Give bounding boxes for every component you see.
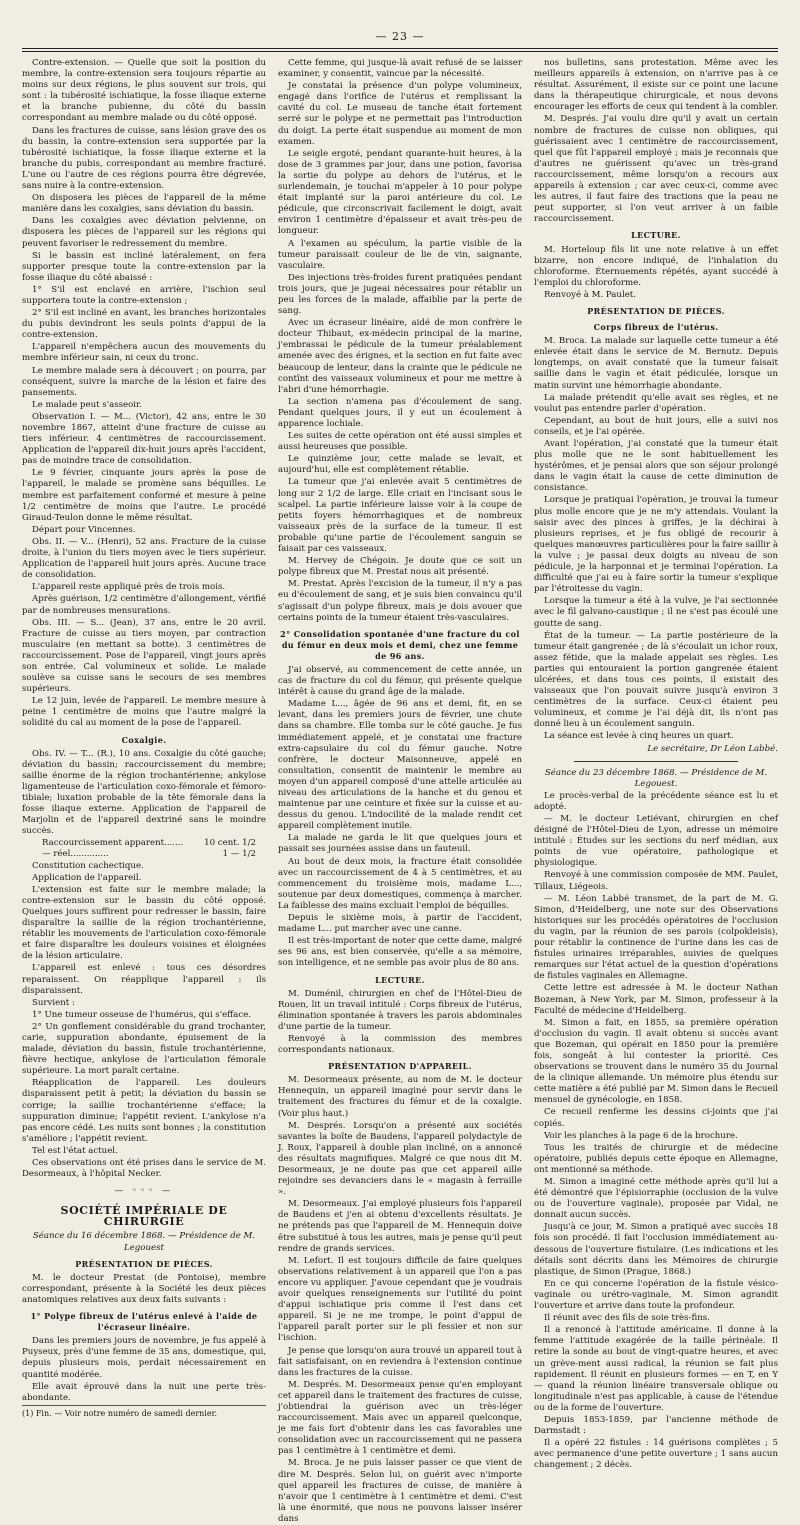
top-rule (22, 48, 778, 49)
paragraph: nos bulletins, sans protestation. Même avec les meilleurs appareils à extension, on n'arrive pas à ce résultat. Assurément, il existe sur ce point une lacune dans la thérapeutique chirurgicale, et nous devons encourager les efforts de ceux qui tendent à la combler. (534, 58, 778, 113)
heading-polype: 1° Polype fibreux de l'utérus enlevé à l'aide de l'écraseur linéaire. (30, 1311, 258, 1333)
heading-lecture-1: LECTURE. (375, 974, 425, 985)
col2-paragraphs-2 (278, 665, 522, 970)
paragraph: Je constatai la présence d'un polype volumineux, engagé dans l'orifice de l'utérus et remplissant la cavité du col. Le museau de tanche était fortement serré sur le polype et ne permettait pas l'introduction du doigt. La perte était suspendue au moment de mon examen. (278, 81, 522, 147)
heading-corps-fibreux: Corps fibreux de l'utérus. (593, 322, 719, 333)
paragraph: M. Duménil, chirurgien en chef de l'Hôtel-Dieu de Rouen, lit un travail intitulé : Corps fibreux de l'utérus, élimination spontanée à travers les parois abdominales d'une partie de la tumeur. (278, 988, 522, 1032)
paragraph: Renvoyé à une commission composée de MM. Paulet, Tillaux, Liégeois. (534, 870, 778, 892)
paragraph: La section n'amena pas d'écoulement de sang. Pendant quelques jours, il y eut un écoulement à apparence lochiale. (278, 396, 522, 429)
paragraph: Contre-extension. — Quelle que soit la position du membre, la contre-extension sera toujours répartie au moins sur deux régions, le plus souvent sur trois, qui sont : la tubérosité ischiatique, la fosse iliaque externe et la branche pubienne, du côté du bassin correspondant au membre malade ou du côté opposé. (22, 58, 266, 124)
paragraph: Obs. IV. — T... (R.), 10 ans. Coxalgie du côté gauche; déviation du bassin; raccourcissement du membre; saillie énorme de la région trochantérienne; ankylose ligamenteuse de l'articulation coxo-fémorale et fémoro-tibiale; luxation probable de la tête fémorale dans la fosse iliaque externe. Application de l'appareil de Marjolin et de l'appareil dextriné sans le moindre succès. (22, 748, 266, 837)
paragraph: Le quinzième jour, cette malade se levait, et aujourd'hui, elle est complètement rétablie. (278, 454, 522, 476)
paragraph: La malade ne garda le lit que quelques jours et passait ses journées assise dans un fauteuil. (278, 833, 522, 855)
paragraph: M. le docteur Prestat (de Pontoise), membre correspondant, présente à la Société les deux pièces anatomiques relatives aux deux faits suivants : (22, 1272, 266, 1305)
heading-coxalgie: Coxalgie. (121, 734, 167, 745)
col2-paragraphs (278, 58, 522, 624)
paragraph: Application de l'appareil. (32, 872, 142, 883)
paragraph: A l'examen au spéculum, la partie visible de la tumeur paraissait couleur de lie de vin, saignante, vasculaire. (278, 238, 522, 271)
paragraph: Madame L..., âgée de 96 ans et demi, fit, en se levant, dans les premiers jours de février, une chute dans sa chambre. Elle tomba sur le côté gauche. Je fus immédiatement appelé, et je constatai une fracture extra-capsulaire du col du fémur gauche. Notre confrère, le docteur Maisonneuve, appelé en consultation, consentit de maintenir le membre au moyen d'un appareil composé d'une attelle articulée au niveau des articulations de la hanche et du genou et maintenue par une ceinture et fixée sur la cuisse et au-dessus du genou. L'indocilité de la malade rendit cet appareil complètement inutile. (278, 699, 522, 832)
paragraph: Obs. II. — V... (Henri), 52 ans. Fracture de la cuisse droite, à l'union du tiers moyen avec le tiers supérieur. Application de l'appareil huit jours après. Aucune trace de consolidation. (22, 536, 266, 581)
paragraph: M. Broca. La malade sur laquelle cette tumeur a été enlevée était dans le service de M. Bernutz. Depuis longtemps, on avait constaté que la tumeur faisait saillie dans le vagin et était pédiculée, lorsque un matin survint une hémorrhagie abondante. (534, 336, 778, 391)
paragraph: La tumeur que j'ai enlevée avait 5 centimètres de long sur 2 1/2 de large. Elle criait en l'incisant sous le scalpel. La partie inférieure laisse voir à la coupe de petits foyers hémorrhagiques et de nombreux vaisseaux près de la surface de la tumeur. Il est probable qu'une partie de l'écoulement sanguin se faisait par ces vaisseaux. (278, 477, 522, 555)
paragraph: Obs. III. — S... (Jean), 37 ans, entre le 20 avril. Fracture de cuisse au tiers moyen, par contraction musculaire (en mettant sa botte). 3 centimètres de raccourcissement. Pose de l'appareil, vingt jours après son entrée. Cal volumineux et solide. Le malade soulève sa cuisse sans le secours de ses membres supérieurs. (22, 617, 266, 695)
seance-heading-1: Séance du 16 décembre 1868. — Présidence de M. Legouest (32, 1231, 256, 1253)
paragraph: La séance est levée à cinq heures un quart. (544, 731, 734, 742)
ornament-separator: — ◦◦◦ — (114, 1186, 174, 1197)
paragraph: Tous les traités de chirurgie et de médecine opératoire, publiés depuis cette époque en Allemagne, ont mentionné sa méthode. (534, 1142, 778, 1175)
paragraph: 1° S'il est enclavé en arrière, l'ischion seul supportera toute la contre-extension ; (22, 284, 266, 306)
paragraph: J'ai observé, au commencement de cette année, un cas de fracture du col du fémur, qui présente quelque intérêt à cause du grand âge de la malade. (278, 664, 522, 698)
paragraph: Voir les planches à la page 6 de la brochure. (544, 1130, 738, 1141)
paragraph: M. Després. M. Desormeaux pense qu'en employant cet appareil dans le traitement des fractures de cuisse, j'obtiendrai la guérison avec un très-léger raccourcissement. Mais avec un appareil quelconque, je me fais fort d'obtenir dans les cas favorables une consolidation avec un raccourcissement qui ne passera pas 1 centimètre à 1 centimètre et demi. (278, 1379, 522, 1457)
col3-paragraphs-2 (534, 245, 778, 301)
paragraph: L'appareil reste appliqué près de trois mois. (32, 582, 226, 593)
paragraph: On disposera les pièces de l'appareil de la même manière dans les coxalgies, sans déviation du bassin. (22, 193, 266, 215)
paragraph: Depuis le sixième mois, à partir de l'accident, madame L... put marcher avec une canne. (278, 913, 522, 935)
paragraph: 2° S'il est incliné en avant, les branches horizontales du pubis devindront les seuls points d'appui de la contre-extension. (22, 308, 266, 341)
col1-paragraphs (22, 58, 266, 730)
divider (574, 761, 738, 762)
paragraph: L'extension est faite sur le membre malade; la contre-extension sur le bassin du côté opposé. Quelques jours suffirent pour redresser le bassin, faire disparaître la saillie de la région trochantérienne, rétablir les mouvements de l'articulation coxo-fémorale et faire disparaître les douleurs voisines et éloignées de la lésion articulaire. (22, 884, 266, 962)
paragraph: Le 12 juin, levée de l'appareil. Le membre mesure à peine 1 centimètre de moins que l'autre malgré la solidité du cal au moment de la pose de l'appareil. (22, 696, 266, 729)
column-1 (22, 58, 266, 1418)
paragraph: Tel est l'état actuel. (32, 1145, 118, 1156)
measure-row-1 (22, 838, 266, 849)
heading-lecture-2: LECTURE. (631, 230, 681, 241)
paragraph: Le seigle ergoté, pendant quarante-huit heures, à la dose de 3 grammes par jour, dans une potion, favorisa la sortie du polype au dehors de l'utérus, et le surlendemain, je touchai m'appeler à 10 pour polype était implanté sur la paroi antérieure du col. Le pédicule, que circonscrivait facilement le doigt, avait environ 1 centimètre d'épaisseur et avait très-peu de longueur. (278, 148, 522, 237)
paragraph: — M. Léon Labbé transmet, de la part de M. G. Simon, d'Heidelberg, une note sur des Observations historiques sur les procédés opératoires de l'occlusion du vagin, par la réunion de ses parois (colpokleisis), pour rétablir la continence de l'urine dans les cas de fistules urinaires irréparables, suivies de quelques remarques sur l'état actuel de la question d'opérations de fistules vaginales en Allemagne. (534, 893, 778, 982)
secretary-signature: Le secrétaire, Dr Léon Labbé. (647, 743, 778, 754)
measure-label-1: Raccourcissement apparent....... (42, 838, 184, 849)
paragraph: M. Simon a fait, en 1855, sa première opération d'occlusion du vagin. Il avait obtenu si succès avant que Bozeman, qui opérait en 1850 pour la première fois, songeât à lui contester la priorité. Ces observations se trouvent dans le numéro 35 du Journal de la clinique allemande. Un mémoire plus étendu sur cette matière a été publié par M. Simon dans le Recueil mensuel de gynécologie, en 1858. (534, 1017, 778, 1106)
paragraph: Elle avait éprouvé dans la nuit une perte très-abondante. (22, 1381, 266, 1403)
paragraph: Renvoyé à M. Paulet. (544, 289, 636, 300)
footnote: (1) Fin. — Voir notre numéro de samedi dernier. (22, 1405, 266, 1419)
paragraph: Si le bassin est incliné latéralement, on fera supporter presque toute la contre-extension par la fosse iliaque du côté abaissé : (22, 250, 266, 283)
paragraph: Jusqu'à ce jour, M. Simon a pratiqué avec succès 18 fois son procédé. Il fait l'occlusion immédiatement au-dessous de l'ouverture fistulaire. (Les indications et les détails sont décrits dans les Mémoires de chirurgie plastique, de Simon (Prague, 1868.) (534, 1222, 778, 1277)
column-2 (278, 58, 522, 1524)
paragraph: Lorsque la tumeur a été à la vulve, je l'ai sectionnée avec le fil galvano-caustique ; il ne s'est pas écoulé une goutte de sang. (534, 596, 778, 629)
heading-presentation-1: PRÉSENTATION DE PIÈCES. (75, 1258, 213, 1269)
paragraph: Cette femme, qui jusque-là avait refusé de se laisser examiner, y consentit, vaincue par la nécessité. (278, 58, 522, 80)
heading-consolidation: 2° Consolidation spontanée d'une fracture du col du fémur en deux mois et demi, chez une femme de 96 ans. (280, 628, 520, 661)
column-3 (534, 58, 778, 1471)
heading-presentation-appareil: PRÉSENTATION D'APPAREIL. (328, 1061, 472, 1072)
seance-heading-2: Séance du 23 décembre 1868. — Présidence de M. Legouest. (544, 767, 768, 789)
paragraph: Au bout de deux mois, la fracture était consolidée avec un raccourcissement de 4 à 5 centimètres, et au commencement du troisième mois, madame L..., soutenue par deux domestiques, commença à marcher. La faiblesse des mains excluait l'emploi de béquilles. (278, 856, 522, 911)
paragraph: Après guérison, 1/2 centimètre d'allongement, vérifié par de nombreuses mensurations. (22, 594, 266, 616)
paragraph: 1° Une tumeur osseuse de l'humérus, qui s'efface. (32, 1009, 252, 1020)
paragraph: M. Prestat. Après l'excision de la tumeur, il n'y a pas eu d'écoulement de sang, et je suis bien convaincu qu'il s'agissait d'un polype fibreux, mais je dois avouer que certains points de la tumeur étaient très-vasculaires. (278, 579, 522, 623)
columns (22, 58, 778, 1524)
col1-paragraphs-4 (22, 1273, 266, 1306)
paragraph: M. Després. J'ai voulu dire qu'il y avait un certain nombre de fractures de cuisse non obliques, qui guérissaient avec 1 centimètre de raccourcissement, quel que fût l'appareil employé ; mais je reconnais que d'autres ne guérissent qu'avec un très-grand raccourcissement, même lorsqu'on a recours aux appareils à extension ; car avec ceux-ci, comme avec les autres, il faut faire des tractions que la peau ne peut supporter, si l'on veut arriver à un faible raccourcissement. (534, 114, 778, 225)
col1-paragraphs-5 (22, 1336, 266, 1404)
society-title: SOCIÉTÉ IMPÉRIALE DE CHIRURGIE (60, 1204, 228, 1229)
paragraph: Renvoyé à la commission des membres correspondants nationaux. (278, 1033, 522, 1056)
paragraph: Dans les premiers jours de novembre, je fus appelé à Puyseux, près d'une femme de 35 ans, domestique, qui, depuis plusieurs mois, perdait nécessairement en quantité modérée. (22, 1336, 266, 1380)
paragraph: Depuis 1853-1859, par l'ancienne méthode de Darmstadt : (534, 1414, 778, 1437)
paragraph: Il réunit avec des fils de soie très-fins. (544, 1313, 710, 1324)
paragraph: Ce recueil renferme les dessins ci-joints que j'ai copiés. (534, 1107, 778, 1129)
paragraph: M. Desormeaux. J'ai employé plusieurs fois l'appareil de Baudens et j'en ai obtenu d'excellents résultats. Je ne prétends pas que l'appareil de M. Hennequin doive être substitué à tous les autres, mais je pense qu'il peut rendre de grands services. (278, 1199, 522, 1254)
heading-presentation-2: PRÉSENTATION DE PIÈCES. (587, 305, 725, 316)
paragraph: Survient : (32, 997, 75, 1008)
paragraph: Je pense que lorsqu'on aura trouvé un appareil tout à fait satisfaisant, on en reviendra à l'extension continue dans les fractures de la cuisse. (278, 1345, 522, 1378)
paragraph: Les suites de cette opération ont été aussi simples et aussi heureuses que possible. (278, 431, 522, 453)
paragraph: Le membre malade sera à découvert ; on pourra, par conséquent, suivre la marche de la lésion et faire des pansements. (22, 365, 266, 398)
paragraph: État de la tumeur. — La partie postérieure de la tumeur était gangrenée ; de là s'écoulait un ichor roux, assez fétide, que la malade appelait ses règles. Les parties qui entouraient la portion gangrenée étaient ulcérées, et dans tous ces points, il existait des vaisseaux que l'on pouvait suivre jusqu'à environ 3 centimètres de la surface. Ceux-ci étaient peu volumineux, et comme je l'ai déjà dit, ils n'ont pas donné lieu à un écoulement sanguin. (534, 630, 778, 730)
paragraph: 2° Un gonflement considérable du grand trochanter, carie, suppuration abondante, épuisement de la malade, déviation du bassin, fistule trochantérienne, fièvre hectique, ankylose de l'articulation fémorale supérieure. La mort paraît certaine. (22, 1021, 266, 1077)
paragraph: Avec un écraseur linéaire, aidé de mon confrère le docteur Thibaut, ex-médecin principal de la marine, j'embrassai le pédicule de la tumeur préalablement amenée avec des érignes, et la section en fut faite avec beaucoup de lenteur, dans la crainte que le pédicule ne contînt des vaisseaux volumineux et pour me mettre à l'abri d'une hémorrhagie. (278, 318, 522, 395)
measure-value-1: 10 cent. 1/2 (204, 838, 256, 849)
paragraph: M. Broca. Je ne puis laisser passer ce que vient de dire M. Després. Selon lui, on guérit avec n'importe quel appareil les fractures de cuisse, de manière à n'avoir que 1 centimètre à 1 centimètre et demi. C'est là une énormité, que nous ne pouvons laisser insérer dans (278, 1458, 522, 1524)
measure-value-2: 1 — 1/2 (222, 849, 256, 860)
col2-paragraphs-4 (278, 1075, 522, 1525)
col3-paragraphs-3 (534, 336, 778, 742)
paragraph: Dans les coxalgies avec déviation pelvienne, on disposera les pièces de l'appareil sur les régions qui peuvent favoriser le redressement du membre. (22, 216, 266, 249)
col1-paragraphs-3 (22, 861, 266, 1181)
paragraph: Constitution cachectique. (32, 860, 144, 871)
paragraph: Cette lettre est adressée à M. le docteur Nathan Bozeman, à New York, par M. Simon, professeur à la Faculté de médecine d'Heidelberg. (534, 983, 778, 1016)
paragraph: — M. le docteur Letiévant, chirurgien en chef désigné de l'Hôtel-Dieu de Lyon, adresse un mémoire intitulé : Études sur les sections du nerf médian, aux points de vue opératoire, pathologique et physiologique. (534, 814, 778, 869)
paragraph: Il est très-important de noter que cette dame, malgré ses 96 ans, est bien conservée, qu'elle a sa mémoire, son intelligence, et ne semble pas avoir plus de 80 ans. (278, 936, 522, 969)
paragraph: Le malade peut s'asseoir. (32, 399, 142, 410)
paragraph: Lorsque je pratiquai l'opération, je trouvai la tumeur plus molle encore que je ne m'y attendais. Voulant la saisir avec des pinces à griffes, je la déchirai à plusieurs reprises, et je fus obligé de recourir à quelques manœuvres particulières pour la faire saillir à la vulve ; je passai deux doigts au niveau de son pédicule, je la harponnai et je terminai l'opération. La difficulté que j'ai eu à faire sortir la tumeur s'explique par l'étroitesse du vagin. (534, 495, 778, 595)
paragraph: Des injections très-froides furent pratiquées pendant trois jours, que je jugeai nécessaires pour rétablir un peu les forces de la malade, affaiblie par la perte de sang. (278, 272, 522, 317)
col1-paragraphs-2 (22, 749, 266, 838)
paragraph: Ces observations ont été prises dans le service de M. Desormeaux, à l'hôpital Necker. (22, 1158, 266, 1180)
paragraph: Avant l'opération, j'ai constaté que la tumeur était plus molle que ne le sont habituellement les hystérômes, et je pensai alors que son séjour prolongé dans le vagin était la cause de cette diminution de consistance. (534, 439, 778, 494)
paragraph: Dans les fractures de cuisse, sans lésion grave des os du bassin, la contre-extension sera supportée par la tubérosité ischiatique, la fosse iliaque externe et la branche du pubis, correspondant au membre fracturé. L'une ou l'autre de ces régions pourra être dégrevée, sans nuire à la contre-extension. (22, 125, 266, 192)
col2-paragraphs-3 (278, 989, 522, 1057)
paragraph: Réapplication de l'appareil. Les douleurs disparaissent petit à petit; la déviation du bassin se corrige; la saillie trochantérienne s'efface; la suppuration diminue; l'appétit revient. L'ankylose n'a pas encore cédé. Les nuits sont bonnes ; la constitution s'améliore ; l'appétit revient. (22, 1078, 266, 1144)
paragraph: L'appareil n'empêchera aucun des mouvements du membre inférieur sain, ni ceux du tronc. (22, 342, 266, 364)
top-rule-2 (22, 51, 778, 52)
paragraph: La malade prétendit qu'elle avait ses règles, et ne voulut pas entendre parler d'opération. (534, 392, 778, 414)
measure-row-2 (22, 849, 266, 860)
col3-paragraphs-4 (534, 791, 778, 1472)
paragraph: M. Lefort. Il est toujours difficile de faire quelques observations relativement à un appareil que l'on a pas encore vu appliquer. J'avoue cependant que je voudrais avoir quelques renseignements sur l'utilité du point d'appui ischiatique pris comme il l'est dans cet appareil. Si je ne me trompe, le point d'appui de l'appareil paraît porter sur le pli fessier et non sur l'ischion. (278, 1255, 522, 1344)
paragraph: M. Horteloup fils lit une note relative à un effet bizarre, non encore indiqué, de l'inhalation du chloroforme. Éternuements répétés, ayant succédé à l'emploi du chloroforme. (534, 244, 778, 288)
paragraph: Départ pour Vincennes. (32, 524, 136, 535)
page-number: — 23 — (375, 30, 425, 43)
paragraph: Il a renoncé à l'attitude américaine. Il donne à la femme l'attitude exagérée de la taille périnéale. Il retire la sonde au bout de vingt-quatre heures, et avec un grève-ment aussi radical, la réunion se fait plus rapidement. Il réunit en plusieurs formes — en T, en Y — quand la réunion linéaire transversale oblique ou longitudinale n'est pas applicable, à cause de l'étendue ou de la forme de l'ouverture. (534, 1325, 778, 1413)
measure-label-2: — réel.............. (42, 849, 109, 860)
paragraph: Le procès-verbal de la précédente séance est lu et adopté. (534, 790, 778, 812)
paragraph: M. Desormeaux présente, au nom de M. le docteur Hennequin, un appareil imaginé pour servir dans le traitement des fractures du fémur et de la coxalgie. (Voir plus haut.) (278, 1075, 522, 1119)
paragraph: Il a opéré 22 fistules : 14 guérisons complètes ; 5 avec permanence d'une petite ouverture ; 1 sans aucun changement ; 2 décès. (534, 1438, 778, 1471)
paragraph: M. Després. Lorsqu'on a présenté aux sociétés savantes la boîte de Baudens, l'appareil polydactyle de J. Roux, l'appareil à double plan incliné, on a annoncé des résultats magnifiques. Malgré ce que nous dit M. Desormeaux, je ne doute pas que cet appareil aille rejoindre ses devanciers dans le « magasin à ferraille ». (278, 1120, 522, 1198)
paragraph: Cependant, au bout de huit jours, elle a suivi nos conseils, et je l'ai opérée. (534, 415, 778, 437)
paragraph: En ce qui concerne l'opération de la fistule vésico-vaginale ou urétro-vaginale, M. Simon agrandit l'ouverture et arrive dans toute la profondeur. (534, 1278, 778, 1312)
paragraph: Observation I. — M... (Victor), 42 ans, entre le 30 novembre 1867, atteint d'une fracture de cuisse au tiers inférieur. 4 centimètres de raccourcissement. Application de l'appareil dix-huit jours après l'accident, pas de moindre trace de consolidation. (22, 411, 266, 467)
paragraph: M. Hervey de Chégoin. Je doute que ce soit un polype fibreux que M. Prestat nous ait présenté. (278, 556, 522, 578)
paragraph: L'appareil est enlevé : tous ces désordres reparaissent. On réapplique l'appareil : ils disparaissent. (22, 963, 266, 996)
paragraph: M. Simon a imaginé cette méthode après qu'il lui a été démontré que l'épisiorraphie (occlusion de la vulve ou de l'ouverture vaginale), proposée par Vidal, ne donnait aucun succès. (534, 1177, 778, 1221)
col3-paragraphs (534, 58, 778, 225)
paragraph: Le 9 février, cinquante jours après la pose de l'appareil, le malade se promène sans béquilles. Le membre est parfaitement conformé et mesure à peine 1/2 centimètre de moins que l'autre. Le procédé Giraud-Teulon donne le même résultat. (22, 468, 266, 523)
